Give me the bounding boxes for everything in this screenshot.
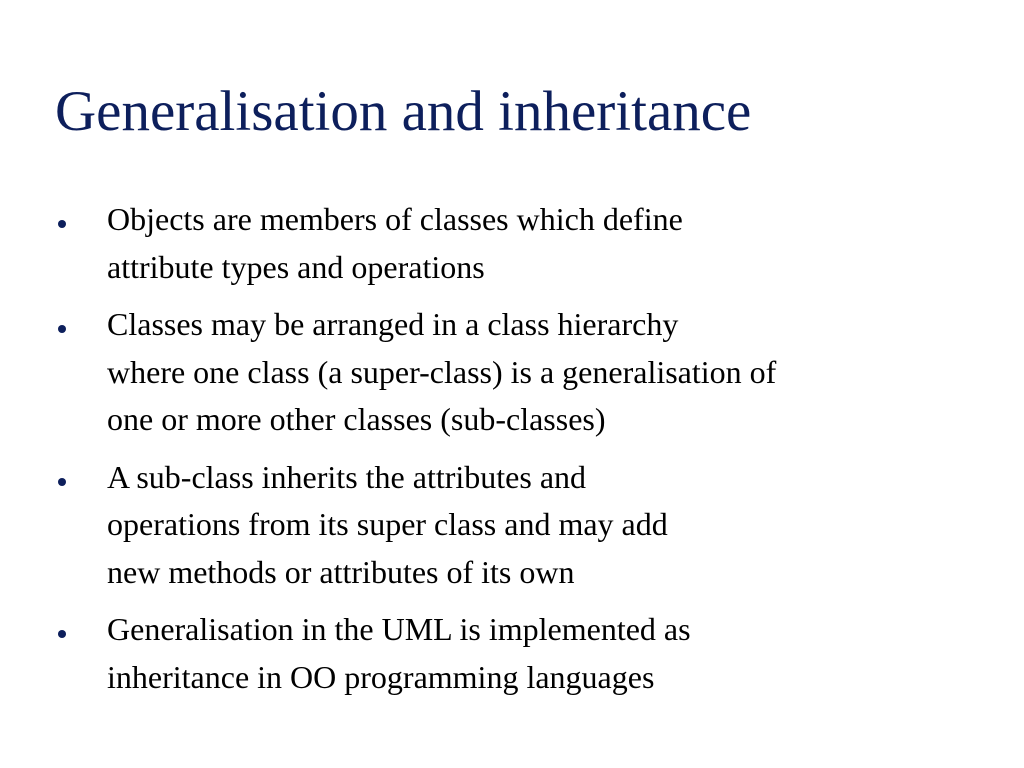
bullet-line: Objects are members of classes which define xyxy=(107,201,683,237)
bullet-line: operations from its super class and may add xyxy=(107,506,668,542)
bullet-line: Generalisation in the UML is implemented as xyxy=(107,611,691,647)
bullet-line: A sub-class inherits the attributes and xyxy=(107,458,587,495)
bullet-line: where one class (a super-class) is a generalisation of xyxy=(107,353,777,390)
bullet-line: inheritance in OO programming languages xyxy=(107,658,655,695)
bullet-item xyxy=(55,301,995,444)
bullet-dot-icon xyxy=(58,478,66,486)
bullet-line: Classes may be arranged in a class hierarchy xyxy=(107,306,679,342)
bullet-dot-icon xyxy=(58,325,66,333)
bullet-line: attribute types and operations xyxy=(107,248,485,285)
bullet-list xyxy=(55,196,995,711)
bullet-dot-icon xyxy=(58,220,66,228)
bullet-dot-icon xyxy=(58,630,66,638)
slide-title: Generalisation and inheritance xyxy=(55,80,752,143)
bullet-item xyxy=(55,606,995,701)
bullet-line: one or more other classes (sub-classes) xyxy=(107,401,606,437)
bullet-item xyxy=(55,454,995,597)
bullet-line: new methods or attributes of its own xyxy=(107,553,575,590)
bullet-item xyxy=(55,196,995,291)
